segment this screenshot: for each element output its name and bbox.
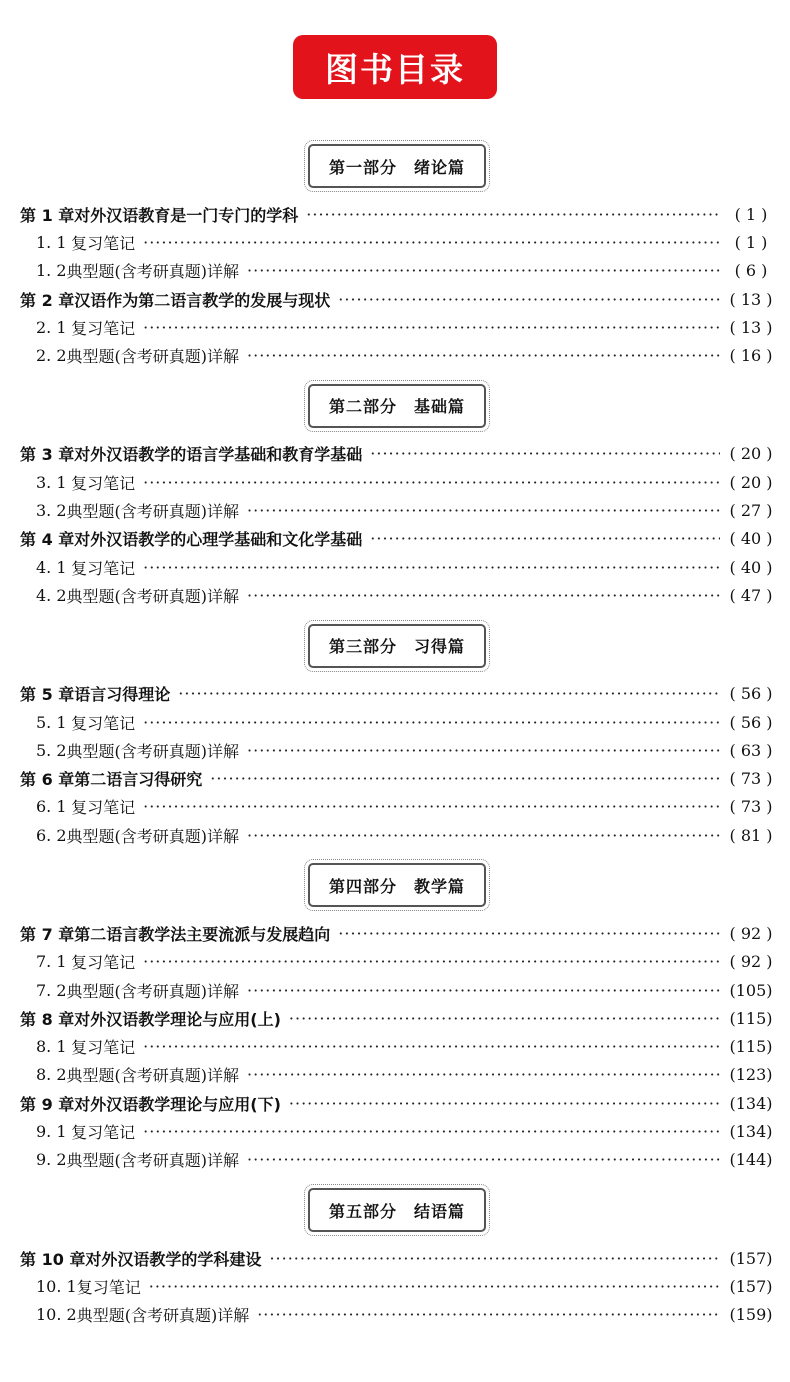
chapter-row[interactable] xyxy=(20,764,774,792)
page-number: ( 6 ) xyxy=(734,261,768,281)
section-title: 典型题(含考研真题)详解 xyxy=(66,826,240,846)
section-title: 典型题(含考研真题)详解 xyxy=(66,1066,240,1086)
dot-leader xyxy=(247,501,720,520)
section-title: 复习笔记 xyxy=(71,1038,136,1058)
dot-leader xyxy=(143,473,720,492)
section-row[interactable] xyxy=(20,553,774,581)
section-title: 典型题(含考研真题)详解 xyxy=(66,347,240,367)
chapter-row[interactable] xyxy=(20,440,774,468)
section-number: 4. 1 xyxy=(36,557,67,577)
section-title: 复习笔记 xyxy=(71,713,136,733)
page-number: ( 13 ) xyxy=(729,289,773,309)
section-number: 1. 2 xyxy=(36,261,67,281)
chapter-title: 对外汉语教学的学科建设 xyxy=(85,1249,262,1269)
page-number: ( 1 ) xyxy=(734,204,768,224)
section-number: 3. 1 xyxy=(36,472,67,492)
dot-leader xyxy=(247,981,720,1000)
section-title: 典型题(含考研真题)详解 xyxy=(66,262,240,282)
section-title: 典型题(含考研真题)详解 xyxy=(66,502,240,522)
dot-leader xyxy=(289,1009,720,1028)
page-number: ( 92 ) xyxy=(729,952,773,972)
part-label: 第二部分 基础篇 xyxy=(328,397,465,417)
section-title: 典型题(含考研真题)详解 xyxy=(66,586,240,606)
section-number: 10. 1 xyxy=(36,1276,77,1296)
chapter-row[interactable] xyxy=(20,200,774,228)
section-row[interactable] xyxy=(20,948,774,976)
dot-leader xyxy=(370,444,720,463)
section-number: 5. 1 xyxy=(36,712,67,732)
part-label: 第一部分 绪论篇 xyxy=(328,157,465,177)
dot-leader xyxy=(143,558,720,577)
section-number: 3. 2 xyxy=(36,501,67,521)
section-row[interactable] xyxy=(20,708,774,736)
part-label: 第五部分 结语篇 xyxy=(328,1201,465,1221)
part-label: 第四部分 教学篇 xyxy=(328,876,465,896)
chapter-title: 对外汉语教学理论与应用(下) xyxy=(74,1094,281,1114)
page-number: (115) xyxy=(729,1008,773,1028)
section-title: 复习笔记 xyxy=(71,798,136,818)
dot-leader xyxy=(247,1065,720,1084)
chapter-title: 对外汉语教学的语言学基础和教育学基础 xyxy=(74,445,363,465)
section-title: 复习笔记 xyxy=(71,473,136,493)
section-row[interactable] xyxy=(20,821,774,849)
section-number: 8. 1 xyxy=(36,1037,67,1057)
page-number: (157) xyxy=(729,1248,773,1268)
page-number: ( 20 ) xyxy=(729,444,773,464)
page-number: ( 63 ) xyxy=(729,740,773,760)
section-title: 典型题(含考研真题)详解 xyxy=(76,1306,250,1326)
section-row[interactable] xyxy=(20,468,774,496)
page-number: (134) xyxy=(729,1093,773,1113)
page-number: ( 47 ) xyxy=(729,585,773,605)
section-row[interactable] xyxy=(20,793,774,821)
section-row[interactable] xyxy=(20,1061,774,1089)
dot-leader xyxy=(338,924,720,943)
dot-leader xyxy=(247,1150,720,1169)
chapter-row[interactable] xyxy=(20,1089,774,1117)
section-number: 6. 1 xyxy=(36,797,67,817)
section-number: 8. 2 xyxy=(36,1065,67,1085)
chapter-number: 第 7 章 xyxy=(20,924,75,944)
dot-leader xyxy=(247,261,720,280)
page-number: (123) xyxy=(729,1065,773,1085)
page-number: (159) xyxy=(729,1305,773,1325)
page-number: ( 73 ) xyxy=(729,797,773,817)
chapter-title: 语言习得理论 xyxy=(74,685,171,705)
section-row[interactable] xyxy=(20,257,774,285)
page-number: ( 92 ) xyxy=(729,923,773,943)
chapter-title: 第二语言习得研究 xyxy=(74,770,203,790)
chapter-number: 第 3 章 xyxy=(20,445,75,465)
section-row[interactable] xyxy=(20,228,774,256)
page-number: ( 56 ) xyxy=(729,684,773,704)
section-number: 6. 2 xyxy=(36,825,67,845)
section-number: 10. 2 xyxy=(36,1305,77,1325)
dot-leader xyxy=(178,684,720,703)
section-number: 7. 2 xyxy=(36,980,67,1000)
page-number: ( 56 ) xyxy=(729,712,773,732)
section-number: 2. 1 xyxy=(36,317,67,337)
part-header xyxy=(20,378,774,434)
page-number: (144) xyxy=(729,1150,773,1170)
chapter-title: 对外汉语教育是一门专门的学科 xyxy=(74,205,299,225)
section-title: 复习笔记 xyxy=(76,1277,141,1297)
page-number: ( 40 ) xyxy=(729,529,773,549)
chapter-number: 第 5 章 xyxy=(20,685,75,705)
dot-leader xyxy=(247,346,720,365)
section-row[interactable] xyxy=(20,313,774,341)
chapter-row[interactable] xyxy=(20,1244,774,1272)
part-label-box xyxy=(308,384,486,428)
page-number: ( 16 ) xyxy=(729,346,773,366)
dot-leader xyxy=(149,1277,720,1296)
chapter-number: 第 4 章 xyxy=(20,530,75,550)
section-title: 复习笔记 xyxy=(71,953,136,973)
section-row[interactable] xyxy=(20,1272,774,1300)
section-row[interactable] xyxy=(20,496,774,524)
page-number: (105) xyxy=(729,980,773,1000)
part-header xyxy=(20,857,774,913)
dot-leader xyxy=(338,290,720,309)
section-title: 典型题(含考研真题)详解 xyxy=(66,1151,240,1171)
page-number: ( 13 ) xyxy=(729,317,773,337)
section-row[interactable] xyxy=(20,1117,774,1145)
part-label-box xyxy=(308,1188,486,1232)
page-number: ( 40 ) xyxy=(729,557,773,577)
dot-leader xyxy=(210,769,720,788)
page-number: ( 27 ) xyxy=(729,501,773,521)
dot-leader xyxy=(143,318,720,337)
section-number: 1. 1 xyxy=(36,232,67,252)
section-title: 典型题(含考研真题)详解 xyxy=(66,981,240,1001)
section-row[interactable] xyxy=(20,581,774,609)
chapter-number: 第 9 章 xyxy=(20,1094,75,1114)
section-number: 4. 2 xyxy=(36,585,67,605)
section-row[interactable] xyxy=(20,736,774,764)
chapter-number: 第 8 章 xyxy=(20,1009,75,1029)
dot-leader xyxy=(143,1037,720,1056)
dot-leader xyxy=(143,797,720,816)
chapter-row[interactable] xyxy=(20,680,774,708)
section-title: 复习笔记 xyxy=(71,1123,136,1143)
dot-leader xyxy=(269,1249,720,1268)
page-number: (157) xyxy=(729,1276,773,1296)
part-label-box xyxy=(308,144,486,188)
page-number: ( 1 ) xyxy=(734,232,768,252)
part-header xyxy=(20,1182,774,1238)
chapter-row[interactable] xyxy=(20,525,774,553)
page-number: (134) xyxy=(729,1122,773,1142)
section-number: 9. 2 xyxy=(36,1150,67,1170)
chapter-row[interactable] xyxy=(20,1004,774,1032)
part-header xyxy=(20,138,774,194)
section-number: 9. 1 xyxy=(36,1122,67,1142)
part-label: 第三部分 习得篇 xyxy=(328,637,465,657)
dot-leader xyxy=(143,1122,720,1141)
page-number: ( 20 ) xyxy=(729,472,773,492)
chapter-title: 对外汉语教学的心理学基础和文化学基础 xyxy=(74,530,363,550)
dot-leader xyxy=(247,826,720,845)
section-number: 5. 2 xyxy=(36,740,67,760)
title-banner xyxy=(293,35,497,99)
chapter-title: 对外汉语教学理论与应用(上) xyxy=(74,1009,281,1029)
dot-leader xyxy=(257,1305,720,1324)
section-row[interactable] xyxy=(20,1033,774,1061)
chapter-number: 第 10 章 xyxy=(20,1249,86,1269)
section-number: 7. 1 xyxy=(36,952,67,972)
page-number: (115) xyxy=(729,1037,773,1057)
dot-leader xyxy=(370,529,720,548)
section-title: 典型题(含考研真题)详解 xyxy=(66,741,240,761)
chapter-number: 第 6 章 xyxy=(20,770,75,790)
chapter-row[interactable] xyxy=(20,285,774,313)
dot-leader xyxy=(247,586,720,605)
dot-leader xyxy=(247,741,720,760)
section-row[interactable] xyxy=(20,341,774,369)
section-title: 复习笔记 xyxy=(71,318,136,338)
section-row[interactable] xyxy=(20,1301,774,1329)
chapter-number: 第 2 章 xyxy=(20,290,75,310)
part-header xyxy=(20,618,774,674)
page-title: 图书目录 xyxy=(325,49,465,89)
page-number: ( 73 ) xyxy=(729,769,773,789)
chapter-number: 第 1 章 xyxy=(20,205,75,225)
dot-leader xyxy=(289,1094,720,1113)
section-title: 复习笔记 xyxy=(71,558,136,578)
part-label-box xyxy=(308,624,486,668)
section-row[interactable] xyxy=(20,976,774,1004)
dot-leader xyxy=(143,713,720,732)
dot-leader xyxy=(143,233,720,252)
dot-leader xyxy=(143,952,720,971)
part-label-box xyxy=(308,863,486,907)
page-number: ( 81 ) xyxy=(729,825,773,845)
chapter-row[interactable] xyxy=(20,919,774,947)
section-number: 2. 2 xyxy=(36,346,67,366)
table-of-contents xyxy=(20,130,774,1329)
section-title: 复习笔记 xyxy=(71,233,136,253)
chapter-title: 第二语言教学法主要流派与发展趋向 xyxy=(74,924,331,944)
section-row[interactable] xyxy=(20,1146,774,1174)
dot-leader xyxy=(306,205,720,224)
chapter-title: 汉语作为第二语言教学的发展与现状 xyxy=(74,290,331,310)
